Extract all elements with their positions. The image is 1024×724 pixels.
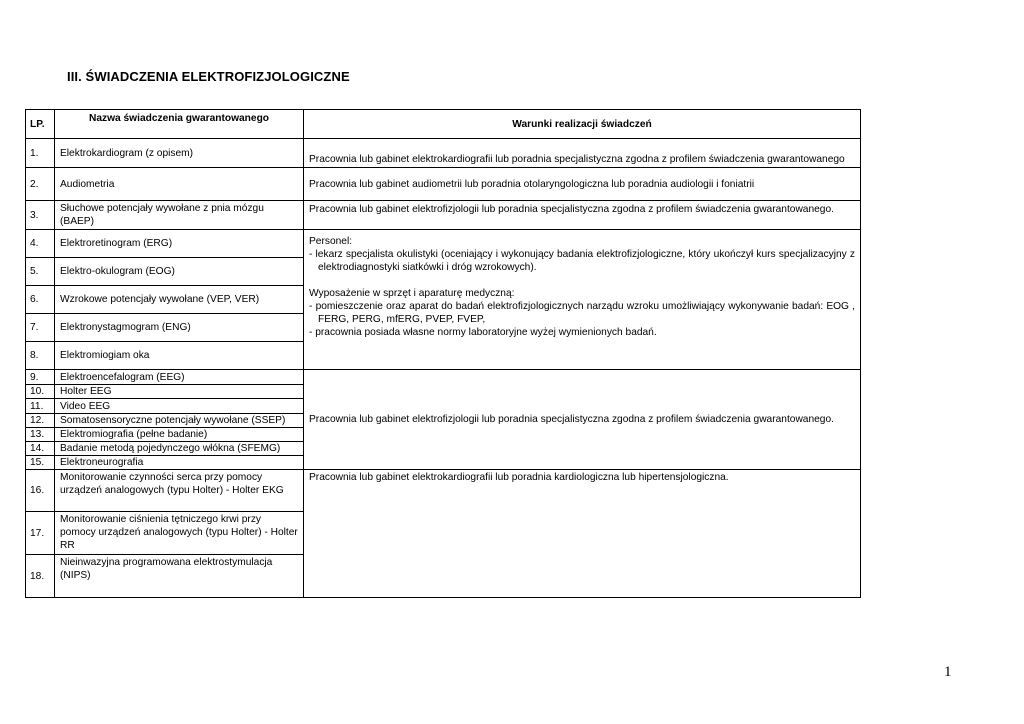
row-name: Audiometria [55, 168, 304, 201]
row-lp: 1. [26, 139, 55, 168]
table-row [26, 370, 861, 385]
row-lp: 10. [26, 385, 55, 399]
row-name: Badanie metodą pojedynczego włókna (SFEMG) [55, 442, 304, 456]
personel-label: Personel: [309, 236, 353, 247]
row-name: Słuchowe potencjały wywołane z pnia mózgu (BAEP) [55, 201, 304, 230]
row-name: Monitorowanie ciśnienia tętniczego krwi przy pomocy urządzeń analogowych (typu Holter) - Holter RR [55, 512, 304, 555]
row-lp: 15. [26, 456, 55, 470]
row-lp: 13. [26, 428, 55, 442]
row-lp: 6. [26, 286, 55, 314]
row-lp: 8. [26, 342, 55, 370]
condition-cell: Pracownia lub gabinet elektrokardiografii lub poradnia kardiologiczna lub hipertensjologiczna. [304, 470, 861, 598]
row-name: Elektro-okulogram (EOG) [55, 258, 304, 286]
condition-cell-ophthalmology [304, 230, 861, 370]
condition-cell: Pracownia lub gabinet audiometrii lub poradnia otolaryngologiczna lub poradnia audiologii i foniatrii [304, 168, 861, 201]
row-name: Monitorowanie czynności serca przy pomocy urządzeń analogowych (typu Holter) - Holter EKG [55, 470, 304, 512]
page-number: 1 [944, 664, 952, 680]
table-row [26, 201, 861, 230]
row-name: Elektromiogiam oka [55, 342, 304, 370]
row-lp: 9. [26, 370, 55, 385]
header-name: Nazwa świadczenia gwarantowanego [55, 110, 304, 139]
equipment-item: - pomieszczenie oraz aparat do badań elektrofizjologicznych narządu wzroku umożliwiający wykonywanie badań: EOG , FERG, PERG, mfERG, PVEP, FVEP, [309, 301, 855, 325]
row-lp: 7. [26, 314, 55, 342]
row-lp: 4. [26, 230, 55, 258]
row-lp: 14. [26, 442, 55, 456]
row-name: Holter EEG [55, 385, 304, 399]
row-lp: 2. [26, 168, 55, 201]
equipment-label: Wyposażenie w sprzęt i aparaturę medyczną: [309, 288, 515, 299]
condition-cell: Pracownia lub gabinet elektrofizjologii lub poradnia specjalistyczna zgodna z profilem świadczenia gwarantowanego. [304, 201, 861, 230]
row-lp: 5. [26, 258, 55, 286]
page-title: III. ŚWIADCZENIA ELEKTROFIZJOLOGICZNE [67, 69, 350, 84]
row-name: Elektronystagmogram (ENG) [55, 314, 304, 342]
row-name: Elektroretinogram (ERG) [55, 230, 304, 258]
row-lp: 16. [26, 470, 55, 512]
row-name: Wzrokowe potencjały wywołane (VEP, VER) [55, 286, 304, 314]
row-lp: 3. [26, 201, 55, 230]
row-lp: 18. [26, 555, 55, 598]
table-row [26, 470, 861, 512]
row-name: Elektromiografia (pełne badanie) [55, 428, 304, 442]
row-name: Nieinwazyjna programowana elektrostymulacja (NIPS) [55, 555, 304, 598]
header-lp: LP. [26, 110, 55, 139]
row-name: Elektrokardiogram (z opisem) [55, 139, 304, 168]
table-row [26, 168, 861, 201]
row-name: Somatosensoryczne potencjały wywołane (SSEP) [55, 414, 304, 428]
table-row [26, 139, 861, 168]
row-name: Elektroencefalogram (EEG) [55, 370, 304, 385]
table-row [26, 230, 861, 258]
condition-cell: Pracownia lub gabinet elektrofizjologii lub poradnia specjalistyczna zgodna z profilem świadczenia gwarantowanego. [304, 370, 861, 470]
row-lp: 12. [26, 414, 55, 428]
header-conditions: Warunki realizacji świadczeń [304, 110, 861, 139]
equipment-item: - pracownia posiada własne normy laboratoryjne wyżej wymienionych badań. [309, 327, 657, 338]
row-name: Video EEG [55, 399, 304, 414]
header-row [26, 110, 861, 139]
services-table [25, 109, 861, 598]
row-lp: 17. [26, 512, 55, 555]
condition-cell: Pracownia lub gabinet elektrokardiografii lub poradnia specjalistyczna zgodna z profilem świadczenia gwarantowanego [304, 139, 861, 168]
personel-item: - lekarz specjalista okulistyki (oceniający i wykonujący badania elektrofizjologiczne, który ukończył kurs specjalizacyjny z elektrodiagnostyki siatkówki i dróg wzrokowych). [309, 249, 855, 273]
row-name: Elektroneurografia [55, 456, 304, 470]
row-lp: 11. [26, 399, 55, 414]
